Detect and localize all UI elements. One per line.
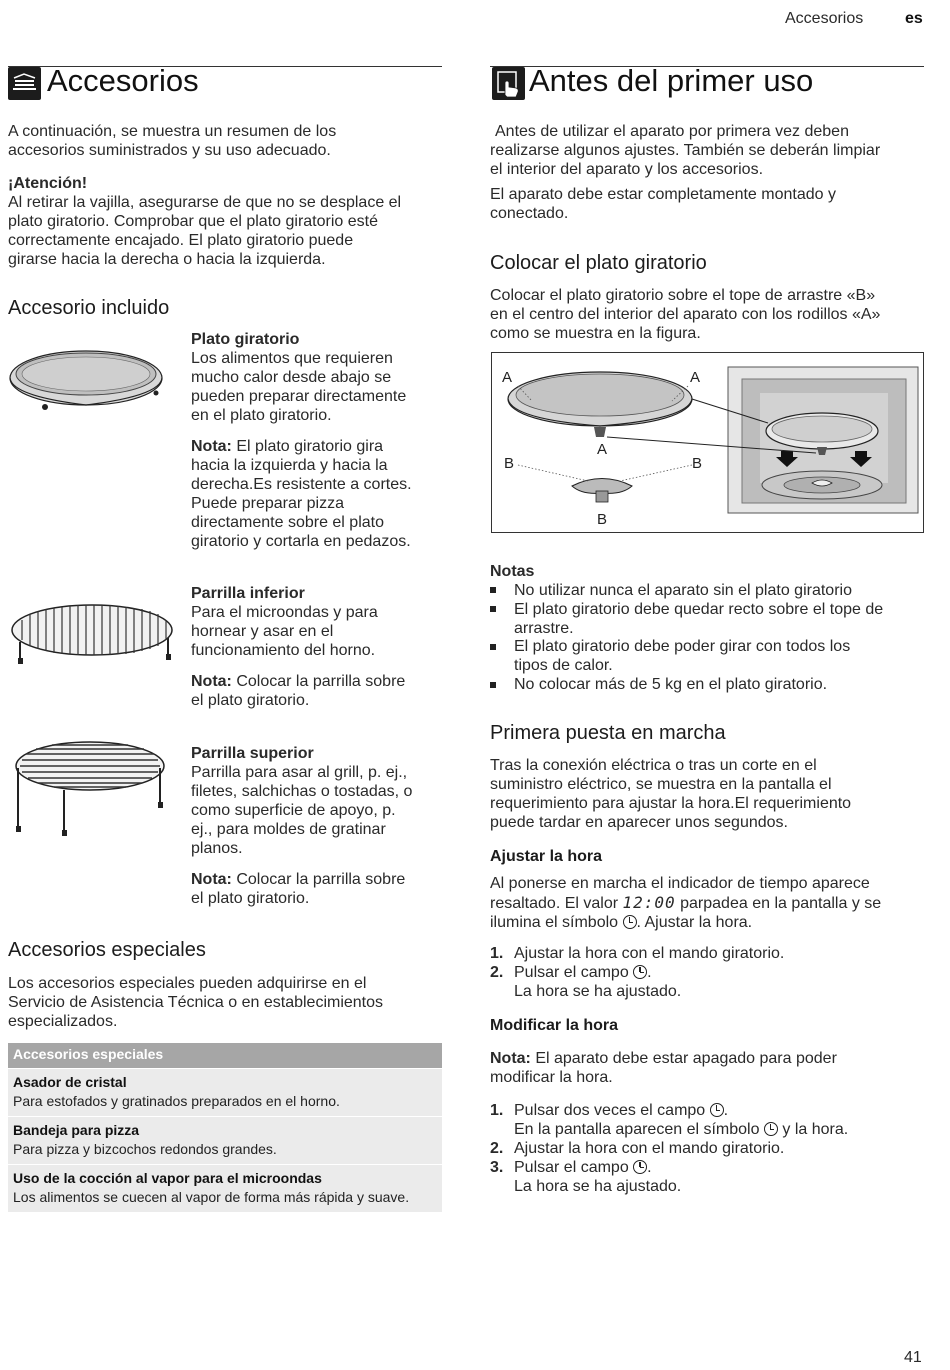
figure-label-b-right: B xyxy=(692,455,703,472)
clock-icon xyxy=(623,915,637,929)
first-start-text: Tras la conexión eléctrica o tras un corte en el suministro eléctrico, se muestra en la pantalla el requerimiento para ajustar la hora.El requerimiento puede tardar en aparecer unos segundos. xyxy=(490,757,852,831)
included-accessories-heading: Accesorio incluido xyxy=(8,297,170,319)
lower-rack-desc: Para el microondas y para hornear y asar en el funcionamiento del horno. xyxy=(191,604,378,659)
figure-label-a-left: A xyxy=(502,369,513,386)
table-row: Bandeja para pizza Para pizza y bizcochos redondos grandes. xyxy=(8,1116,442,1164)
place-turntable-heading: Colocar el plato giratorio xyxy=(490,252,707,274)
first-start-heading: Primera puesta en marcha xyxy=(490,722,726,744)
figure-label-a-bottom: A xyxy=(597,441,608,458)
place-turntable-text: Colocar el plato giratorio sobre el tope de arrastre «B» en el centro del interior del aparato con los rodillos «A» como se muestra en la figura. xyxy=(490,287,881,342)
accessories-intro: A continuación, se muestra un resumen de los accesorios suministrados y su uso adecuado. xyxy=(8,123,337,159)
running-header-section: Accesorios xyxy=(785,10,864,27)
page-title-first-use: Antes del primer uso xyxy=(529,63,814,98)
lower-rack-note: Nota: Colocar la parrilla sobre el plato giratorio. xyxy=(191,673,406,709)
hand-icon xyxy=(492,67,525,100)
clock-icon xyxy=(764,1122,778,1136)
table-row: Uso de la cocción al vapor para el microondas Los alimentos se cuecen al vapor de forma más rápida y suave. xyxy=(8,1164,442,1212)
figure-label-b-bottom: B xyxy=(597,511,608,528)
warning-title: ¡Atención! xyxy=(8,175,88,192)
bullet xyxy=(490,644,496,650)
upper-rack-note: Nota: Colocar la parrilla sobre el plato giratorio. xyxy=(191,871,406,907)
time-display-value: 12:00 xyxy=(622,893,676,912)
table-header: Accesorios especiales xyxy=(8,1043,442,1068)
plate-name: Plato giratorio xyxy=(191,331,300,348)
list-item: El plato giratorio debe poder girar con todos los tipos de calor. xyxy=(514,638,851,674)
turntable-plate-illustration xyxy=(8,338,164,416)
accessories-icon xyxy=(8,67,41,100)
list-item: No colocar más de 5 kg en el plato giratorio. xyxy=(514,676,828,693)
notes-title: Notas xyxy=(490,563,535,580)
clock-icon xyxy=(633,965,647,979)
special-accessories-heading: Accesorios especiales xyxy=(8,939,206,961)
running-header-lang: es xyxy=(905,10,923,27)
figure-label-a-right: A xyxy=(690,369,701,386)
special-accessories-intro: Los accesorios especiales pueden adquirirse en el Servicio de Asistencia Técnica o en establecimientos especializados. xyxy=(8,975,384,1030)
clock-icon xyxy=(633,1160,647,1174)
clock-icon xyxy=(710,1103,724,1117)
set-time-heading: Ajustar la hora xyxy=(490,848,603,865)
turntable-installation-figure xyxy=(491,352,924,533)
figure-label-b-left: B xyxy=(504,455,515,472)
lower-rack-name: Parrilla inferior xyxy=(191,585,305,602)
bullet xyxy=(490,606,496,612)
bullet xyxy=(490,587,496,593)
page-title-accessories: Accesorios xyxy=(47,63,199,98)
upper-rack-illustration xyxy=(12,738,172,838)
upper-rack-name: Parrilla superior xyxy=(191,745,314,762)
modify-time-note: Nota: El aparato debe estar apagado para poder modificar la hora. xyxy=(490,1050,837,1086)
plate-note: Nota: El plato giratorio gira hacia la izquierda y hacia la derecha.Es resistente a cortes. Puede preparar pizza directamente sobre el plato giratorio y cortarla en pedazos. xyxy=(191,438,412,550)
table-row: Asador de cristal Para estofados y gratinados preparados en el horno. xyxy=(8,1068,442,1116)
set-time-text: Al ponerse en marcha el indicador de tiempo aparece resaltado. El valor 12:00 parpadea en la pantalla y se ilumina el símbolo . Ajustar la hora. xyxy=(490,875,882,931)
page-number: 41 xyxy=(904,1349,922,1366)
first-use-intro: Antes de utilizar el aparato por primera vez deben realizarse algunos ajustes. También se deberán limpiar el interior del aparato y los accesorios. xyxy=(490,123,881,178)
lower-rack-illustration xyxy=(8,602,178,672)
first-use-intro-2: El aparato debe estar completamente montado y conectado. xyxy=(490,186,836,222)
plate-desc: Los alimentos que requieren mucho calor desde abajo se pueden preparar directamente en el plato giratorio. xyxy=(191,350,407,424)
special-accessories-table xyxy=(8,1043,442,1212)
warning-text: Al retirar la vajilla, asegurarse de que no se desplace el plato giratorio. Comprobar que el plato giratorio esté correctamente encajado. El plato giratorio puede girarse hacia la derecha o hacia la izquierda. xyxy=(8,194,402,268)
bullet xyxy=(490,682,496,688)
list-item: No utilizar nunca el aparato sin el plato giratorio xyxy=(514,582,852,599)
upper-rack-desc: Parrilla para asar al grill, p. ej., filetes, salchichas o tostadas, o como superficie de apoyo, p. ej., para moldes de gratinar planos. xyxy=(191,764,413,857)
modify-time-heading: Modificar la hora xyxy=(490,1017,619,1034)
list-item: El plato giratorio debe quedar recto sobre el tope de arrastre. xyxy=(514,601,884,637)
